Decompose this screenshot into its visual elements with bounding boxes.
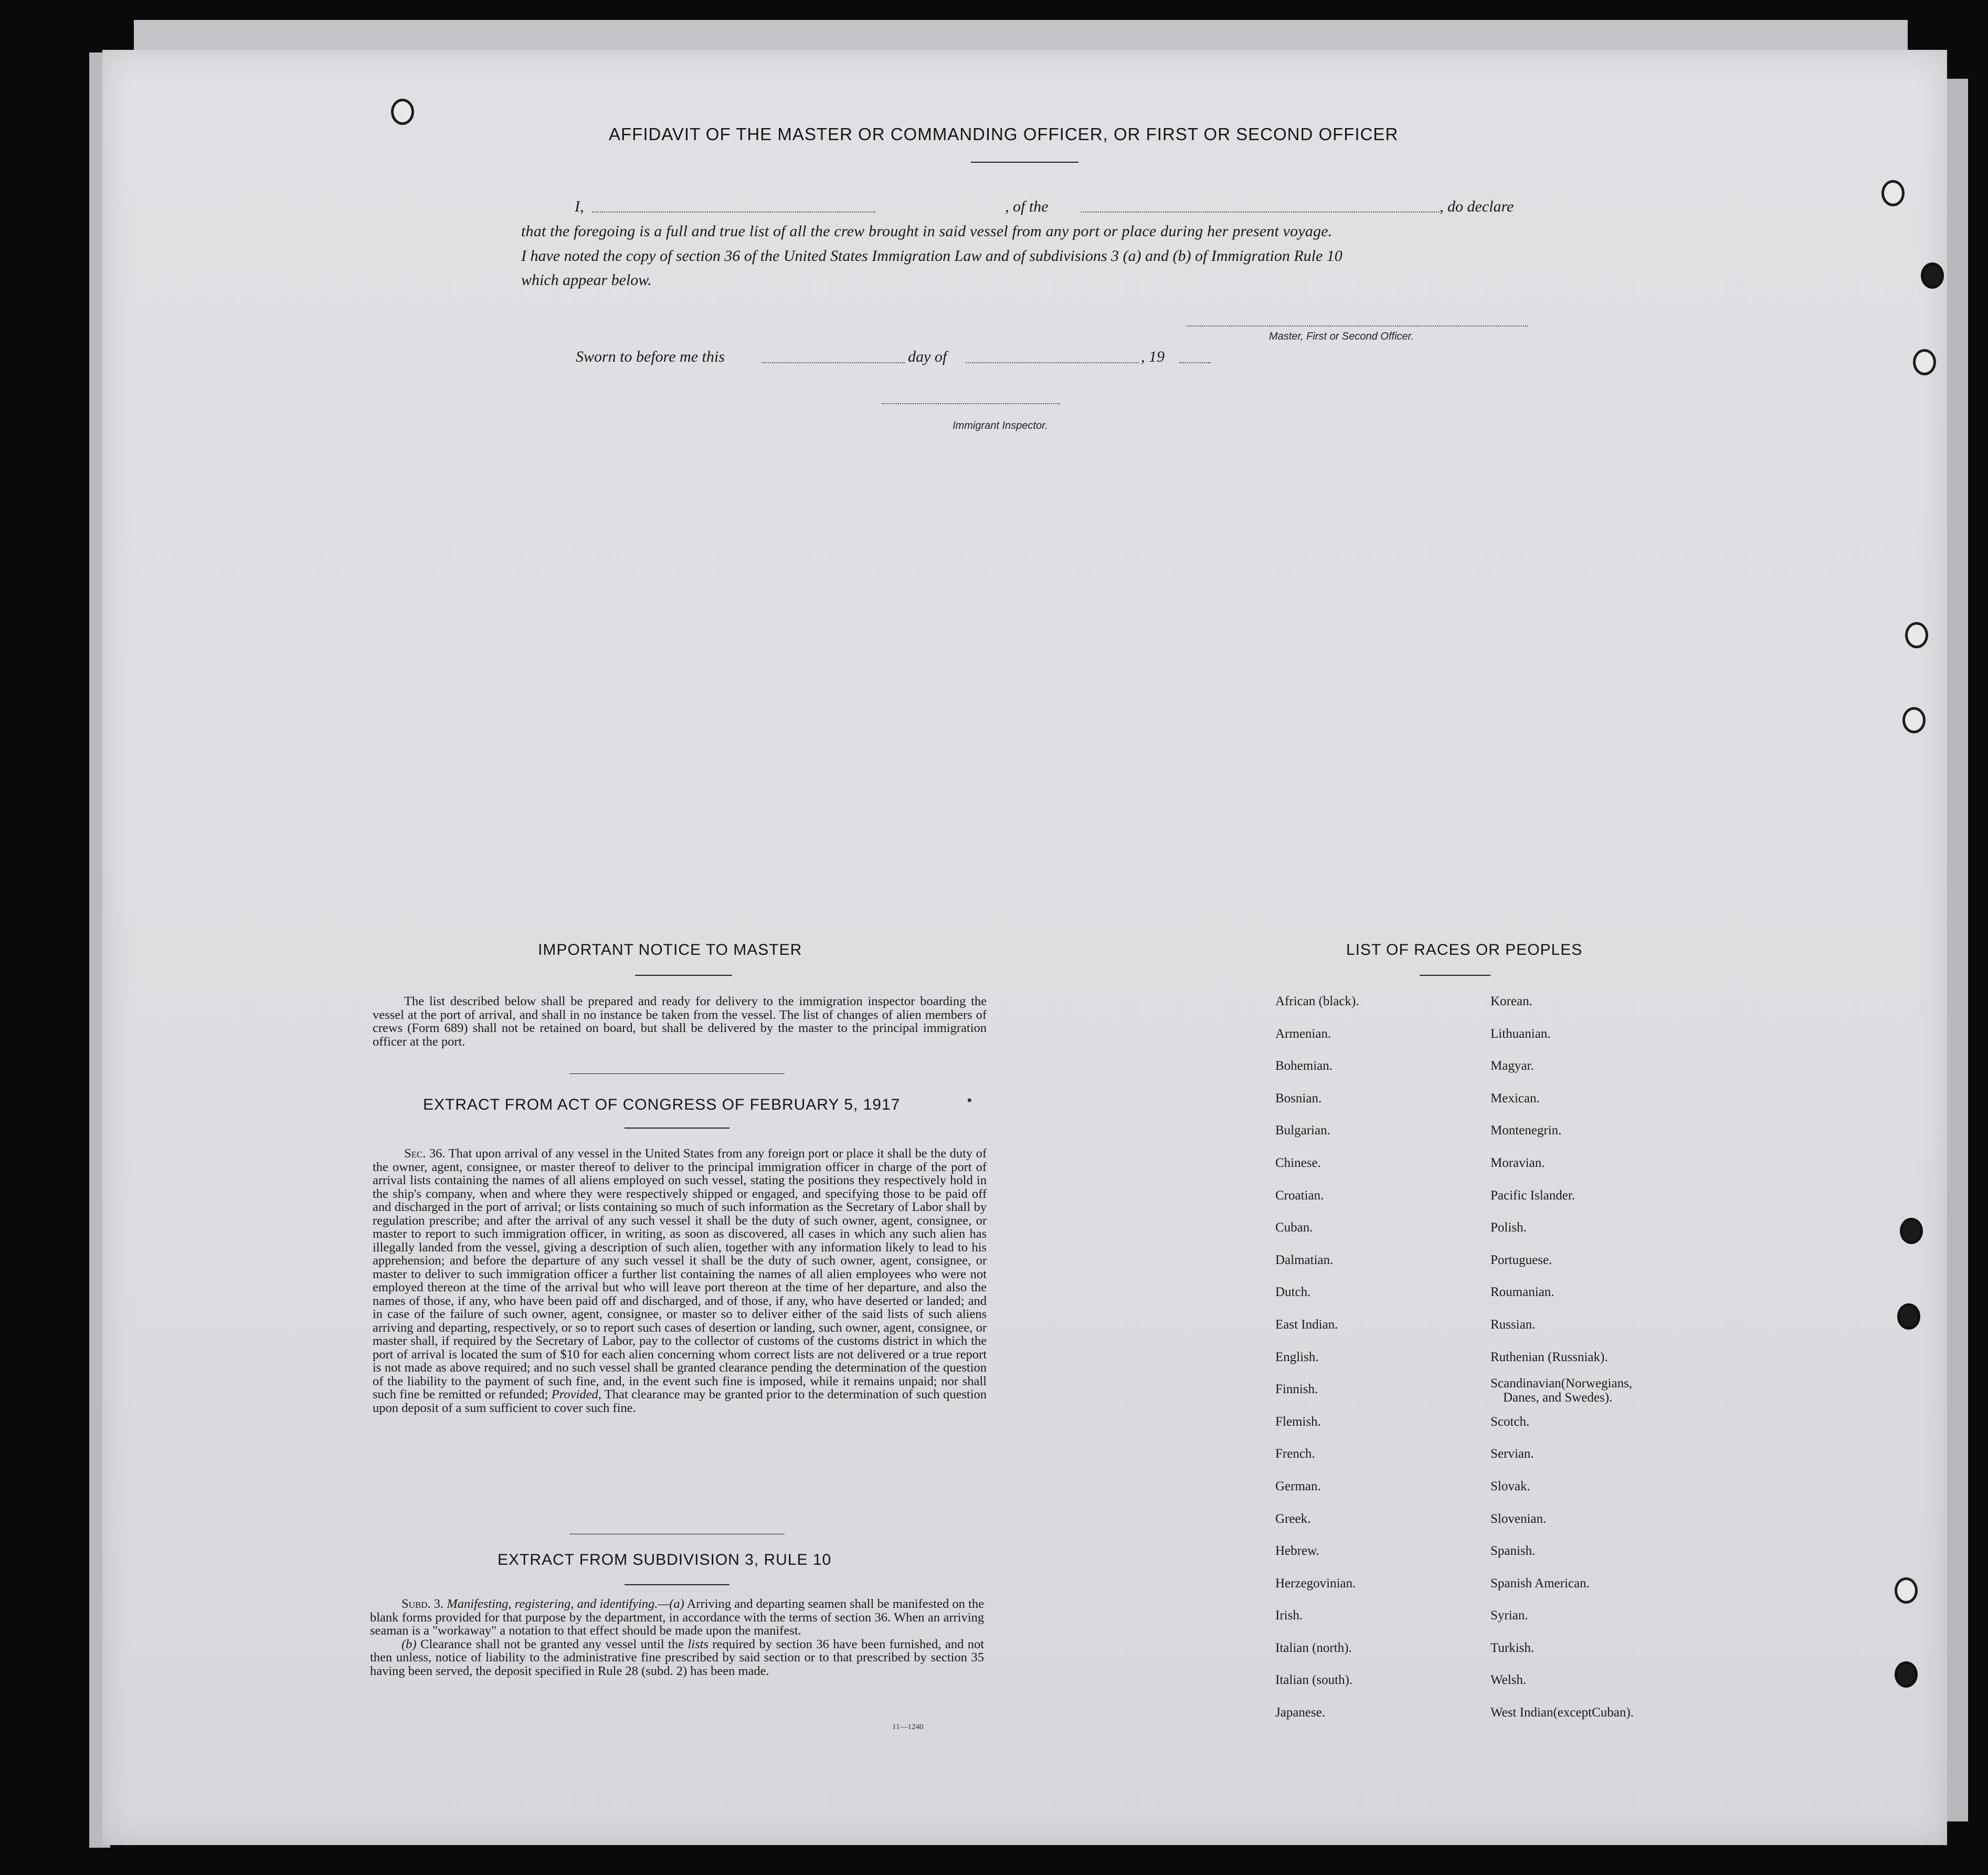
race-item: Portuguese. xyxy=(1490,1252,1552,1267)
race-item: Servian. xyxy=(1490,1447,1534,1461)
race-item: Chinese. xyxy=(1275,1155,1321,1170)
race-item: Flemish. xyxy=(1275,1414,1321,1429)
binder-hole-icon xyxy=(1895,1577,1918,1604)
binder-hole-icon xyxy=(1921,262,1944,289)
declarant-label: I, xyxy=(575,198,584,215)
year-label: , 19 xyxy=(1141,348,1165,365)
subd-b-label: (b) xyxy=(401,1637,417,1651)
race-item: Japanese. xyxy=(1275,1705,1326,1720)
race-item: Magyar. xyxy=(1490,1059,1534,1073)
race-item: Slovak. xyxy=(1490,1479,1530,1493)
binder-hole-icon xyxy=(391,99,414,125)
race-item: Russian. xyxy=(1490,1317,1536,1332)
race-item: Finnish. xyxy=(1275,1382,1318,1397)
race-item: English. xyxy=(1275,1350,1319,1364)
race-item: Syrian. xyxy=(1490,1608,1528,1623)
races-title-underline xyxy=(1420,975,1490,976)
affidavit-title-underline xyxy=(971,162,1078,163)
race-item: Welsh. xyxy=(1490,1673,1527,1688)
binder-hole-icon xyxy=(1913,349,1936,375)
race-item: West Indian(exceptCuban). xyxy=(1490,1705,1634,1720)
race-item: Armenian. xyxy=(1275,1026,1331,1041)
notice-divider xyxy=(569,1073,785,1074)
race-item: Korean. xyxy=(1490,994,1532,1008)
race-item: Polish. xyxy=(1490,1220,1527,1235)
race-item: East Indian. xyxy=(1275,1317,1338,1332)
sworn-day-field[interactable] xyxy=(762,362,905,363)
race-item: Greek. xyxy=(1275,1511,1311,1526)
subd-b-text-1: Clearance shall not be granted any vessel until the xyxy=(420,1637,684,1651)
vessel-of-label: , of the xyxy=(1005,198,1049,215)
act-title: EXTRACT FROM ACT OF CONGRESS OF FEBRUARY 5, 1917 xyxy=(423,1096,901,1113)
notice-body xyxy=(373,995,987,1048)
race-item: Italian (south). xyxy=(1275,1673,1353,1688)
vessel-name-field[interactable] xyxy=(1081,212,1439,213)
rule-body xyxy=(370,1597,984,1678)
race-item: Montenegrin. xyxy=(1490,1123,1562,1138)
subd-b-text-2: required by section 36 have been furnished, and not then unless, notice of liability to the administrative fine prescribed by said section or to that prescribed by section 35 having been served, the deposit specified in Rule 28 (subd. 2) has been made. xyxy=(370,1637,985,1678)
affidavit-line-2: that the foregoing is a full and true list of all the crew brought in said vessel from any port or place during her present voyage. xyxy=(521,223,1333,240)
race-item: Spanish. xyxy=(1490,1544,1536,1558)
race-item: African (black). xyxy=(1275,994,1359,1008)
subd-b-lists: lists xyxy=(688,1637,709,1651)
binder-hole-icon xyxy=(1900,1218,1923,1244)
subd-a-paragraph xyxy=(370,1597,984,1638)
race-item: Ruthenian (Russniak). xyxy=(1490,1350,1608,1364)
notice-title: IMPORTANT NOTICE TO MASTER xyxy=(538,941,802,958)
affidavit-line-4: which appear below. xyxy=(521,271,652,289)
stray-dot-mark: • xyxy=(967,1092,972,1109)
race-item: Mexican. xyxy=(1490,1091,1540,1105)
sec-36-text: That upon arrival of any vessel in the United States from any foreign port or place it shall be the duty of the owner, agent, consignee, or master thereof to deliver to the principal immigration officer in charge of the port of arrival lists containing the names of all aliens employed on such vessel, stating the positions they respectively hold in the ship's company, when and where they were respectively shipped or engaged, and specifying those to be paid off and discharged in the port of arrival; or lists containing so much of such information as the Secretary of Labor shall by regulation prescribe; and after the arrival of any such vessel it shall be the duty of such owner, agent, consignee, or master to report to such immigration officer, in writing, as soon as discovered, all cases in which any such alien has illegally landed from the vessel, giving a description of such alien, together with any information likely to lead to his apprehension; and before the departure of any such vessel it shall be the duty of such owner, agent, consignee, or master to deliver to such immigration officer a further list containing the names of all alien employees who were not employed thereon at the time of the arrival but who will leave port thereon at the time of her departure, and also the names of those, if any, who have been paid off and discharged, and of those, if any, who have deserted or landed; and in case of the failure of such owner, agent, consignee, or master so to deliver either of the said lists of such aliens arriving and departing, respectively, or so to report such cases of desertion or landing, such owner, agent, consignee, or master shall, if required by the Secretary of Labor, pay to the collector of customs of the customs district in which the port of arrival is located the sum of $10 for each alien concerning whom correct lists are not delivered or a true report is not made as above required; and no such vessel shall be granted clearance pending the determination of the question of the liability to the payment of such fine, and, in the event such fine is imposed, while it remains unpaid; nor shall such fine be remitted or refunded; xyxy=(373,1146,987,1402)
day-of-label: day of xyxy=(908,348,947,365)
binder-hole-icon xyxy=(1881,180,1905,206)
races-column-1 xyxy=(1275,985,1359,1729)
race-item: Bosnian. xyxy=(1275,1091,1322,1105)
race-item: Lithuanian. xyxy=(1490,1026,1551,1041)
binder-hole-icon xyxy=(1902,707,1926,733)
provided-label: Provided, xyxy=(551,1387,601,1402)
bleed-through-text-left xyxy=(302,423,1498,461)
subd-b-paragraph xyxy=(370,1638,984,1678)
inspector-caption: Immigrant Inspector. xyxy=(953,420,1048,431)
affidavit-title: AFFIDAVIT OF THE MASTER OR COMMANDING OFFICER, OR FIRST OR SECOND OFFICER xyxy=(609,124,1399,144)
rule-title-underline xyxy=(625,1584,729,1585)
race-item: Slovenian. xyxy=(1490,1511,1547,1526)
subd-3-heading: Manifesting, registering, and identifying.—(a) xyxy=(447,1597,684,1611)
race-item: Roumanian. xyxy=(1490,1285,1555,1300)
race-item: Turkish. xyxy=(1490,1640,1535,1655)
manifest-sheet xyxy=(102,50,1947,1845)
form-number: 11—1240 xyxy=(892,1723,924,1731)
officer-signature-caption: Master, First or Second Officer. xyxy=(1269,331,1414,342)
sec-36-label: Sec. 36. xyxy=(404,1146,446,1161)
race-item: French. xyxy=(1275,1447,1315,1461)
provided-text: That clearance may be granted prior to the determination of such question upon deposit of a sum sufficient to cover such fine. xyxy=(373,1387,987,1415)
races-column-2 xyxy=(1490,985,1634,1729)
notice-paragraph: The list described below shall be prepared and ready for delivery to the immigration inspector boarding the vessel at the port of arrival, and shall in no instance be taken from the vessel. The list of changes of alien members of crews (Form 689) shall not be retained on board, but shall be delivered by the master to the principal immigration officer at the port. xyxy=(373,994,987,1049)
binder-hole-icon xyxy=(1895,1661,1918,1688)
binder-hole-icon xyxy=(1905,622,1928,648)
act-title-underline xyxy=(625,1128,729,1129)
subd-3-label: Subd. 3. xyxy=(401,1597,444,1611)
race-item: German. xyxy=(1275,1479,1321,1493)
binder-hole-icon xyxy=(1897,1303,1920,1330)
race-item: Bulgarian. xyxy=(1275,1123,1330,1138)
race-item: Croatian. xyxy=(1275,1188,1324,1203)
race-item: Herzegovinian. xyxy=(1275,1576,1356,1590)
rule-title: EXTRACT FROM SUBDIVISION 3, RULE 10 xyxy=(498,1551,832,1568)
race-item: Dutch. xyxy=(1275,1285,1311,1300)
race-item: Bohemian. xyxy=(1275,1059,1333,1073)
sworn-year-field[interactable] xyxy=(1179,362,1211,363)
act-body xyxy=(373,1147,987,1415)
declare-label: , do declare xyxy=(1440,198,1514,215)
race-item: Spanish American. xyxy=(1490,1576,1590,1590)
race-item: Hebrew. xyxy=(1275,1544,1319,1558)
affidavit-line-3: I have noted the copy of section 36 of the United States Immigration Law and of subdivisions 3 (a) and (b) of Immigration Rule 10 xyxy=(521,247,1342,265)
declarant-name-field[interactable] xyxy=(592,212,875,213)
races-title: LIST OF RACES OR PEOPLES xyxy=(1346,941,1583,958)
race-item: Scotch. xyxy=(1490,1414,1530,1429)
race-item: Dalmatian. xyxy=(1275,1252,1334,1267)
notice-title-underline xyxy=(635,975,732,976)
subd-a-text: Arriving and departing seamen shall be manifested on the blank forms provided for that purpose by the department, in accordance with the terms of section 36. When an arriving seaman is a "workaway" a notation to that effect should be made upon the manifest. xyxy=(370,1597,984,1638)
race-item: Italian (north). xyxy=(1275,1640,1352,1655)
race-item: Scandinavian(Norwegians, Danes, and Swedes). xyxy=(1490,1376,1633,1405)
sworn-label: Sworn to before me this xyxy=(576,348,725,365)
inspector-signature-field[interactable] xyxy=(882,403,1060,404)
act-paragraph xyxy=(373,1147,987,1415)
race-item: Cuban. xyxy=(1275,1220,1313,1235)
race-item: Moravian. xyxy=(1490,1155,1545,1170)
sworn-month-field[interactable] xyxy=(966,362,1139,363)
race-item: Pacific Islander. xyxy=(1490,1188,1575,1203)
officer-signature-field[interactable] xyxy=(1187,325,1528,326)
race-item: Irish. xyxy=(1275,1608,1303,1623)
